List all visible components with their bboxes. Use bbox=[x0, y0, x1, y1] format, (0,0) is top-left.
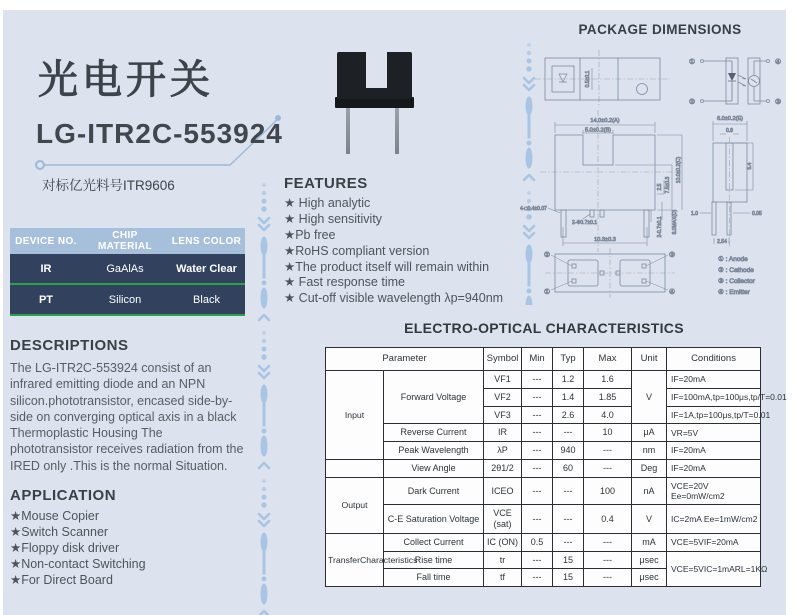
min-cell: --- bbox=[522, 477, 553, 504]
dim-label: 2.5 bbox=[657, 183, 663, 191]
legend-collector: ③ : Collector bbox=[718, 278, 755, 285]
chip-material-header: CHIP MATERIAL bbox=[82, 228, 168, 254]
parameter-cell: Dark Current bbox=[384, 477, 484, 504]
pin-2-callout: ② bbox=[543, 252, 551, 259]
conditions-cell: IF=20mA bbox=[667, 459, 761, 477]
eo-characteristics-heading: ELECTRO-OPTICAL CHARACTERISTICS bbox=[404, 320, 684, 336]
dim-label: 10.0±0.2(C) bbox=[676, 156, 682, 184]
parameter-cell: View Angle bbox=[384, 459, 484, 477]
unit-cell: μsec bbox=[632, 569, 667, 587]
unit-cell: nA bbox=[632, 477, 667, 504]
table-row bbox=[326, 533, 761, 551]
table-row bbox=[10, 284, 245, 315]
dim-label: 0.5±0.1 bbox=[585, 70, 591, 88]
device-table bbox=[10, 228, 245, 316]
features-heading: FEATURES bbox=[284, 175, 368, 192]
dim-label: 0.05 bbox=[752, 211, 762, 217]
symbol-cell: VCE (sat) bbox=[484, 505, 522, 534]
min-cell: --- bbox=[522, 424, 553, 442]
table-row bbox=[326, 442, 761, 460]
parameter-cell: Fall time bbox=[384, 569, 484, 587]
dim-label: 14.0±0.2(A) bbox=[590, 118, 620, 124]
min-header: Min bbox=[522, 348, 553, 371]
min-cell: --- bbox=[522, 388, 553, 406]
typ-cell: 60 bbox=[553, 459, 584, 477]
conditions-cell: VCE=20V Ee=0mW/cm2 bbox=[667, 477, 761, 504]
list-item: ★RoHS compliant version bbox=[284, 243, 430, 258]
product-body bbox=[337, 52, 412, 99]
typ-cell: 15 bbox=[553, 551, 584, 569]
pin-3-callout: ③ bbox=[668, 252, 676, 259]
max-header: Max bbox=[584, 348, 632, 371]
list-item: ★ High sensitivity bbox=[284, 211, 383, 226]
list-item: ★Switch Scanner bbox=[10, 524, 109, 539]
pin-4-callout: ④ bbox=[668, 289, 676, 296]
symbol-cell: VF3 bbox=[484, 406, 522, 424]
unit-cell: μsec bbox=[632, 551, 667, 569]
max-cell: --- bbox=[584, 569, 632, 587]
dim-label: 5.0±0.2(B) bbox=[584, 127, 612, 134]
application-list bbox=[10, 509, 240, 588]
list-item: ★The product itself will remain within bbox=[284, 259, 490, 274]
product-photo bbox=[335, 50, 415, 162]
lens-color-header: LENS COLOR bbox=[168, 228, 245, 254]
device-no-cell: IR bbox=[10, 254, 82, 284]
product-slot bbox=[366, 52, 387, 88]
pin-4-label: ④ bbox=[774, 59, 782, 66]
unit-cell: μA bbox=[632, 424, 667, 442]
conditions-cell: IF=1A,tp=100μs,tp/T=0.01 bbox=[667, 406, 761, 424]
conditions-cell: VR=5V bbox=[667, 424, 761, 442]
product-leg-left bbox=[346, 108, 350, 154]
list-item: ★Pb free bbox=[284, 227, 336, 242]
pin-legend bbox=[718, 256, 756, 296]
package-dimensions-drawing bbox=[520, 42, 795, 310]
dim-label: 0.8 bbox=[726, 128, 733, 134]
max-cell: --- bbox=[584, 459, 632, 477]
typ-cell: 15 bbox=[553, 569, 584, 587]
unit-header: Unit bbox=[632, 348, 667, 371]
chip-material-cell: Silicon bbox=[82, 284, 168, 315]
min-cell: --- bbox=[522, 406, 553, 424]
group-cell: Output bbox=[326, 477, 384, 533]
max-cell: --- bbox=[584, 442, 632, 460]
dim-label: 6.0±0.2(E) bbox=[716, 116, 744, 122]
min-cell: --- bbox=[522, 371, 553, 389]
unit-cell: V bbox=[632, 505, 667, 534]
lens-color-cell: Black bbox=[168, 284, 245, 315]
typ-cell: --- bbox=[553, 477, 584, 504]
max-cell: 100 bbox=[584, 477, 632, 504]
symbol-header: Symbol bbox=[484, 348, 522, 371]
list-item: ★ Fast response time bbox=[284, 275, 405, 290]
part-number: LG-ITR2C-553924 bbox=[36, 118, 283, 149]
device-no-header: DEVICE NO. bbox=[10, 228, 82, 254]
group-cell-empty bbox=[326, 459, 384, 477]
table-row bbox=[326, 477, 761, 504]
application-heading: APPLICATION bbox=[10, 487, 117, 504]
ornament-divider-left bbox=[255, 180, 273, 615]
list-item: ★ Cut-off visible wavelength λp=940nm bbox=[284, 291, 504, 306]
max-cell: 10 bbox=[584, 424, 632, 442]
dim-label: 2-0.7±0.1 bbox=[657, 216, 663, 238]
conditions-cell: VCE=5VIC=1mARL=1KΩ bbox=[667, 551, 761, 587]
descriptions-heading: DESCRIPTIONS bbox=[10, 337, 129, 354]
lens-color-cell: Water Clear bbox=[168, 254, 245, 284]
dim-label: 4-□0.4±0.07 bbox=[520, 206, 547, 212]
conditions-cell: IF=20mA bbox=[667, 442, 761, 460]
max-cell: 4.0 bbox=[584, 406, 632, 424]
table-row bbox=[326, 371, 761, 389]
list-item: ★Floppy disk driver bbox=[10, 540, 120, 555]
min-cell: --- bbox=[522, 569, 553, 587]
unit-cell: nm bbox=[632, 442, 667, 460]
typ-cell: 1.4 bbox=[553, 388, 584, 406]
pin-1-callout: ① bbox=[543, 289, 551, 296]
unit-cell: mA bbox=[632, 533, 667, 551]
list-item: ★Mouse Copier bbox=[10, 509, 100, 523]
symbol-cell: IR bbox=[484, 424, 522, 442]
internal-circuit-schematic bbox=[689, 58, 781, 106]
eo-characteristics-table bbox=[325, 347, 787, 587]
parameter-cell: Reverse Current bbox=[384, 424, 484, 442]
min-cell: --- bbox=[522, 551, 553, 569]
conditions-cell: IF=100mA,tp=100μs,tp/T=0.01 bbox=[667, 388, 761, 406]
symbol-cell: λP bbox=[484, 442, 522, 460]
dim-label: 1.0 bbox=[691, 211, 698, 217]
front-view-drawing bbox=[520, 110, 682, 252]
typ-cell: --- bbox=[553, 533, 584, 551]
max-cell: --- bbox=[584, 533, 632, 551]
dim-label: 2.54 bbox=[717, 239, 727, 245]
unit-cell: Deg bbox=[632, 459, 667, 477]
legend-anode: ① : Anode bbox=[718, 256, 748, 263]
pin-1-label: ① bbox=[688, 59, 696, 66]
descriptions-text: The LG-ITR2C-553924 consist of an infrared emitting diode and an NPN silicon.phototransistor, encased side-by-side on converging optical axis in a black Thermoplastic Housing The phototransistor receives radiation from the IRED only .This is the normal Situation. bbox=[10, 361, 244, 473]
table-row bbox=[326, 505, 761, 534]
typ-cell: --- bbox=[553, 424, 584, 442]
list-item: ★For Direct Board bbox=[10, 572, 113, 587]
dim-label: 8.0MAX(D) bbox=[672, 209, 678, 235]
parameter-cell: Collect Current bbox=[384, 533, 484, 551]
parameter-cell: Forward Voltage bbox=[384, 371, 484, 424]
table-row bbox=[326, 424, 761, 442]
conditions-cell: VCE=5VIF=20mA bbox=[667, 533, 761, 551]
parameter-cell: Peak Wavelength bbox=[384, 442, 484, 460]
pin-2-label: ② bbox=[688, 99, 696, 106]
symbol-cell: IC (ON) bbox=[484, 533, 522, 551]
typ-cell: 1.2 bbox=[553, 371, 584, 389]
chip-material-cell: GaAlAs bbox=[82, 254, 168, 284]
max-cell: 0.4 bbox=[584, 505, 632, 534]
min-cell: --- bbox=[522, 459, 553, 477]
legend-emitter: ④ : Emitter bbox=[718, 289, 750, 296]
unit-cell: V bbox=[632, 371, 667, 424]
typ-cell: 2.6 bbox=[553, 406, 584, 424]
device-no-cell: PT bbox=[10, 284, 82, 315]
typ-cell: 940 bbox=[553, 442, 584, 460]
symbol-cell: ICEO bbox=[484, 477, 522, 504]
symbol-cell: tr bbox=[484, 551, 522, 569]
min-cell: --- bbox=[522, 505, 553, 534]
dim-label: 10.3±0.3 bbox=[594, 237, 616, 243]
conditions-cell: IF=20mA bbox=[667, 371, 761, 389]
table-row bbox=[326, 459, 761, 477]
parameter-cell: Rise time bbox=[384, 551, 484, 569]
max-cell: --- bbox=[584, 551, 632, 569]
group-cell: TransferCharacteristics bbox=[326, 533, 384, 586]
parameter-header: Parameter bbox=[326, 348, 484, 371]
list-item: ★ High analytic bbox=[284, 196, 371, 210]
side-view-drawing bbox=[691, 116, 762, 247]
package-dimensions-heading: PACKAGE DIMENSIONS bbox=[578, 22, 742, 37]
product-leg-right bbox=[395, 108, 399, 154]
max-cell: 1.6 bbox=[584, 371, 632, 389]
min-cell: --- bbox=[522, 442, 553, 460]
symbol-cell: tf bbox=[484, 569, 522, 587]
dim-label: 5.4 bbox=[747, 162, 753, 170]
features-list bbox=[284, 196, 534, 307]
device-table-header-row bbox=[10, 228, 245, 254]
max-cell: 1.85 bbox=[584, 388, 632, 406]
dim-label: 2-Φ0.7±0.1 bbox=[572, 220, 598, 226]
legend-cathode: ② : Cathode bbox=[718, 267, 754, 274]
conditions-header: Conditions bbox=[667, 348, 761, 371]
cross-reference-note: 对标亿光料号ITR9606 bbox=[42, 178, 175, 193]
parameter-cell: C-E Saturation Voltage bbox=[384, 505, 484, 534]
pin-3-label: ③ bbox=[774, 99, 782, 106]
symbol-cell: VF1 bbox=[484, 371, 522, 389]
page-title: 光电开关 bbox=[38, 58, 214, 102]
min-cell: 0.5 bbox=[522, 533, 553, 551]
symbol-cell: VF2 bbox=[484, 388, 522, 406]
typ-header: Typ bbox=[553, 348, 584, 371]
typ-cell: --- bbox=[553, 505, 584, 534]
bottom-view-drawing bbox=[544, 248, 675, 298]
conditions-cell: IC=2mA Ee=1mW/cm2 bbox=[667, 505, 761, 534]
group-cell: Input bbox=[326, 371, 384, 460]
list-item: ★Non-contact Switching bbox=[10, 556, 146, 571]
table-row bbox=[10, 254, 245, 284]
top-view-drawing bbox=[535, 50, 670, 108]
dim-label: 7.5±0.3 bbox=[665, 176, 671, 194]
symbol-cell: 2θ1/2 bbox=[484, 459, 522, 477]
eo-header-row bbox=[326, 348, 761, 371]
